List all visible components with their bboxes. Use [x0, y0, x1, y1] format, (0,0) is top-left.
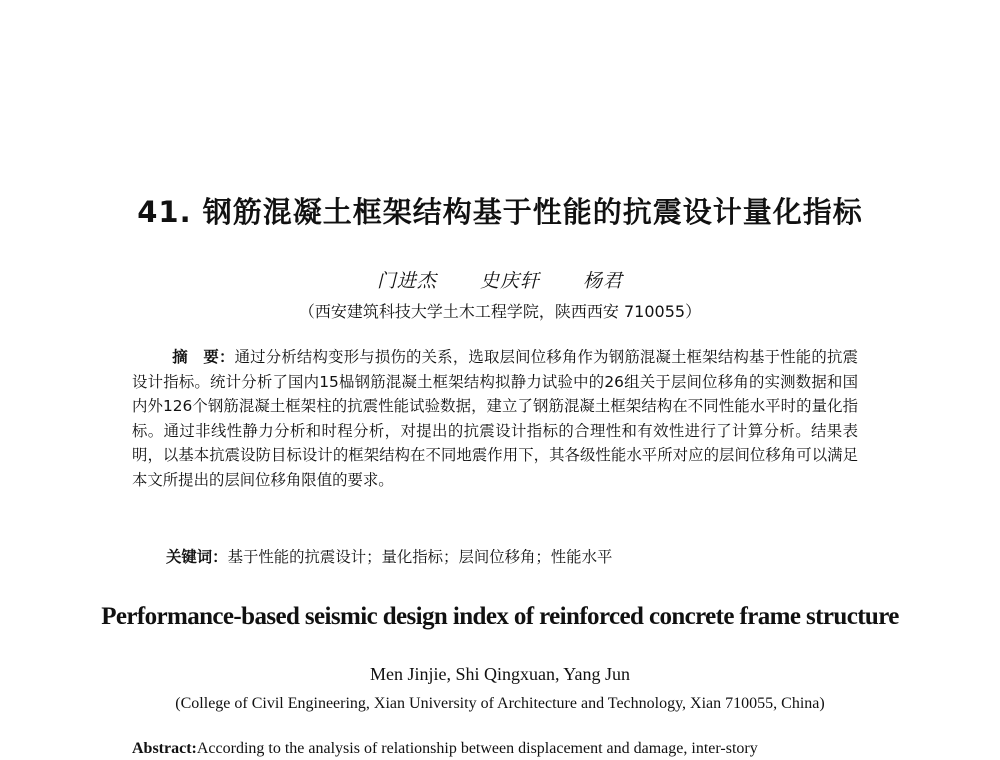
author-cn-3: 杨君 — [583, 270, 624, 292]
english-abstract-label: Abstract: — [132, 740, 197, 757]
chinese-keywords-text: 基于性能的抗震设计；量化指标；层间位移角；性能水平 — [227, 548, 613, 566]
chinese-authors — [0, 266, 1000, 293]
chinese-abstract-label: 摘 要： — [172, 348, 235, 366]
author-cn-1: 门进杰 — [376, 270, 437, 292]
english-authors: Men Jinjie, Shi Qingxuan, Yang Jun — [369, 664, 630, 684]
chinese-keywords — [166, 545, 866, 567]
chinese-affiliation: （西安建筑科技大学土木工程学院，陕西西安 710055） — [298, 302, 702, 321]
chinese-title: 41. 钢筋混凝土框架结构基于性能的抗震设计量化指标 — [137, 195, 863, 229]
english-abstract-text: According to the analysis of relationship between displacement and damage, inter-story — [196, 740, 758, 757]
chinese-abstract-text: 通过分析结构变形与损伤的关系，选取层间位移角作为钢筋混凝土框架结构基于性能的抗震设计指标。统计分析了国内15榀钢筋混凝土框架结构拟静力试验中的26组关于层间位移角的实测数据和国内外126个钢筋混凝土框架柱的抗震性能试验数据，建立了钢筋混凝土框架结构在不同性能水平时的量化指标。通过非线性静力分析和时程分析，对提出的抗震设计指标的合理性和有效性进行了计算分析。结果表明，以基本抗震设防目标设计的框架结构在不同地震作用下，其各级性能水平所对应的层间位移角可以满足本文所提出的层间位移角限值的要求。 — [132, 348, 858, 489]
english-title: Performance-based seismic design index of reinforced concrete frame structure — [101, 603, 899, 630]
author-cn-2: 史庆轩 — [479, 270, 540, 292]
english-affiliation: (College of Civil Engineering, Xian University of Architecture and Technology, Xian 710055, China) — [175, 695, 825, 712]
english-abstract — [132, 740, 892, 758]
chinese-abstract — [132, 345, 858, 493]
chinese-keywords-label: 关键词： — [166, 548, 228, 566]
